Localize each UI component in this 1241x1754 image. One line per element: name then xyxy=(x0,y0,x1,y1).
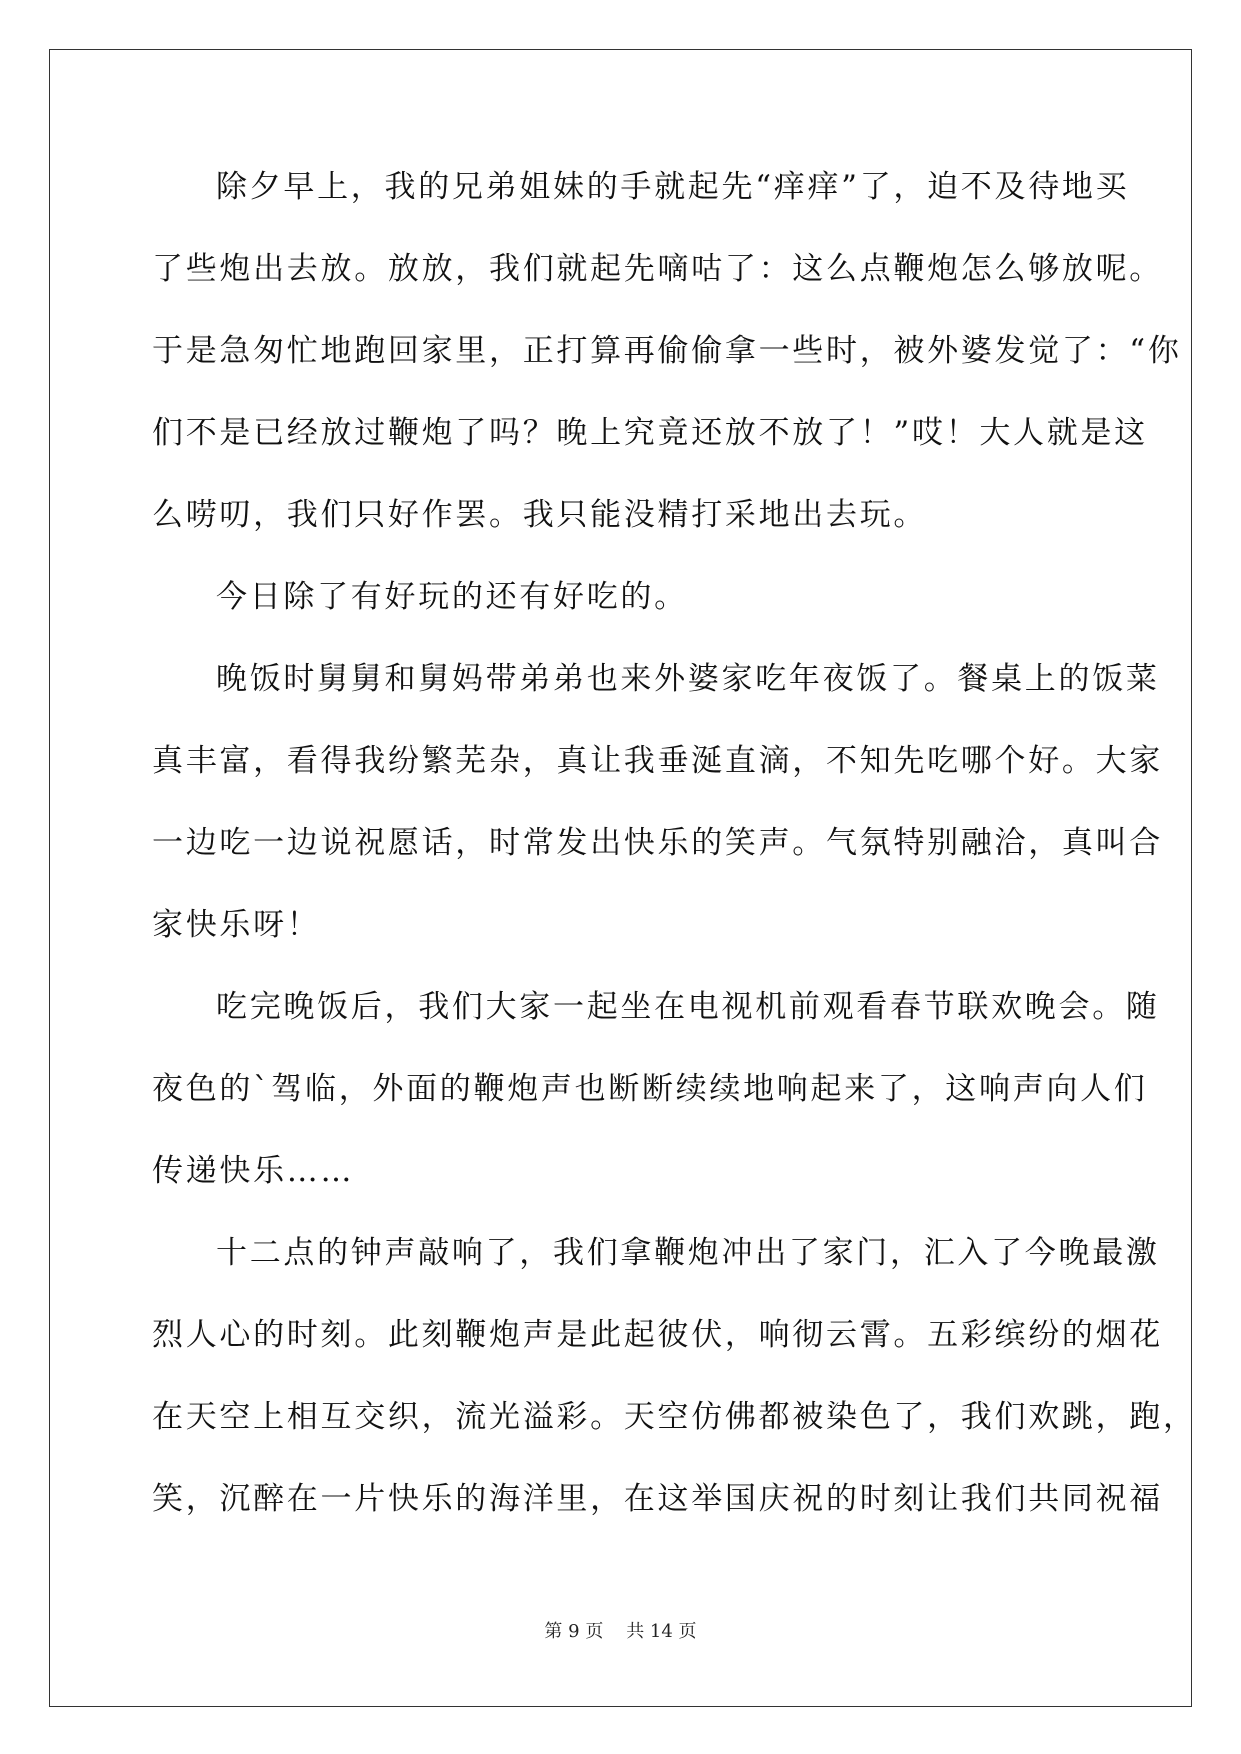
paragraph-line: 除夕早上，我的兄弟姐妹的手就起先“痒痒”了，迫不及待地买 xyxy=(216,169,1130,205)
paragraph-line: 今日除了有好玩的还有好吃的。 xyxy=(216,579,688,615)
paragraph-line: 们不是已经放过鞭炮了吗？晚上究竟还放不放了！”哎！大人就是这 xyxy=(152,415,1148,451)
paragraph-line: 烈人心的时刻。此刻鞭炮声是此起彼伏，响彻云霄。五彩缤纷的烟花 xyxy=(152,1317,1163,1353)
paragraph-line: 一边吃一边说祝愿话，时常发出快乐的笑声。气氛特别融洽，真叫合 xyxy=(152,825,1163,861)
paragraph-line: 十二点的钟声敲响了，我们拿鞭炮冲出了家门，汇入了今晚最激 xyxy=(216,1235,1160,1271)
paragraph-line: 晚饭时舅舅和舅妈带弟弟也来外婆家吃年夜饭了。餐桌上的饭菜 xyxy=(216,661,1160,697)
paragraph-line: 吃完晚饭后，我们大家一起坐在电视机前观看春节联欢晚会。随 xyxy=(216,989,1160,1025)
paragraph-line: 于是急匆忙地跑回家里，正打算再偷偷拿一些时，被外婆发觉了：“你 xyxy=(152,333,1182,369)
paragraph-line: 真丰富，看得我纷繁芜杂，真让我垂涎直滴，不知先吃哪个好。大家 xyxy=(152,743,1163,779)
document-body xyxy=(152,162,1197,1556)
paragraph-line: 在天空上相互交织，流光溢彩。天空仿佛都被染色了，我们欢跳，跑， xyxy=(152,1399,1197,1435)
paragraph-line: 了些炮出去放。放放，我们就起先嘀咕了：这么点鞭炮怎么够放呢。 xyxy=(152,251,1163,287)
paragraph-line: 夜色的`驾临，外面的鞭炮声也断断续续地响起来了，这响声向人们 xyxy=(152,1071,1148,1107)
paragraph-line: 传递快乐…… xyxy=(152,1153,355,1189)
paragraph-line: 么唠叨，我们只好作罢。我只能没精打采地出去玩。 xyxy=(152,497,928,533)
page-number-footer: 第 9 页 共 14 页 xyxy=(544,1621,697,1642)
paragraph-line: 家快乐呀！ xyxy=(152,907,321,943)
paragraph-line: 笑，沉醉在一片快乐的海洋里，在这举国庆祝的时刻让我们共同祝福 xyxy=(152,1481,1163,1517)
